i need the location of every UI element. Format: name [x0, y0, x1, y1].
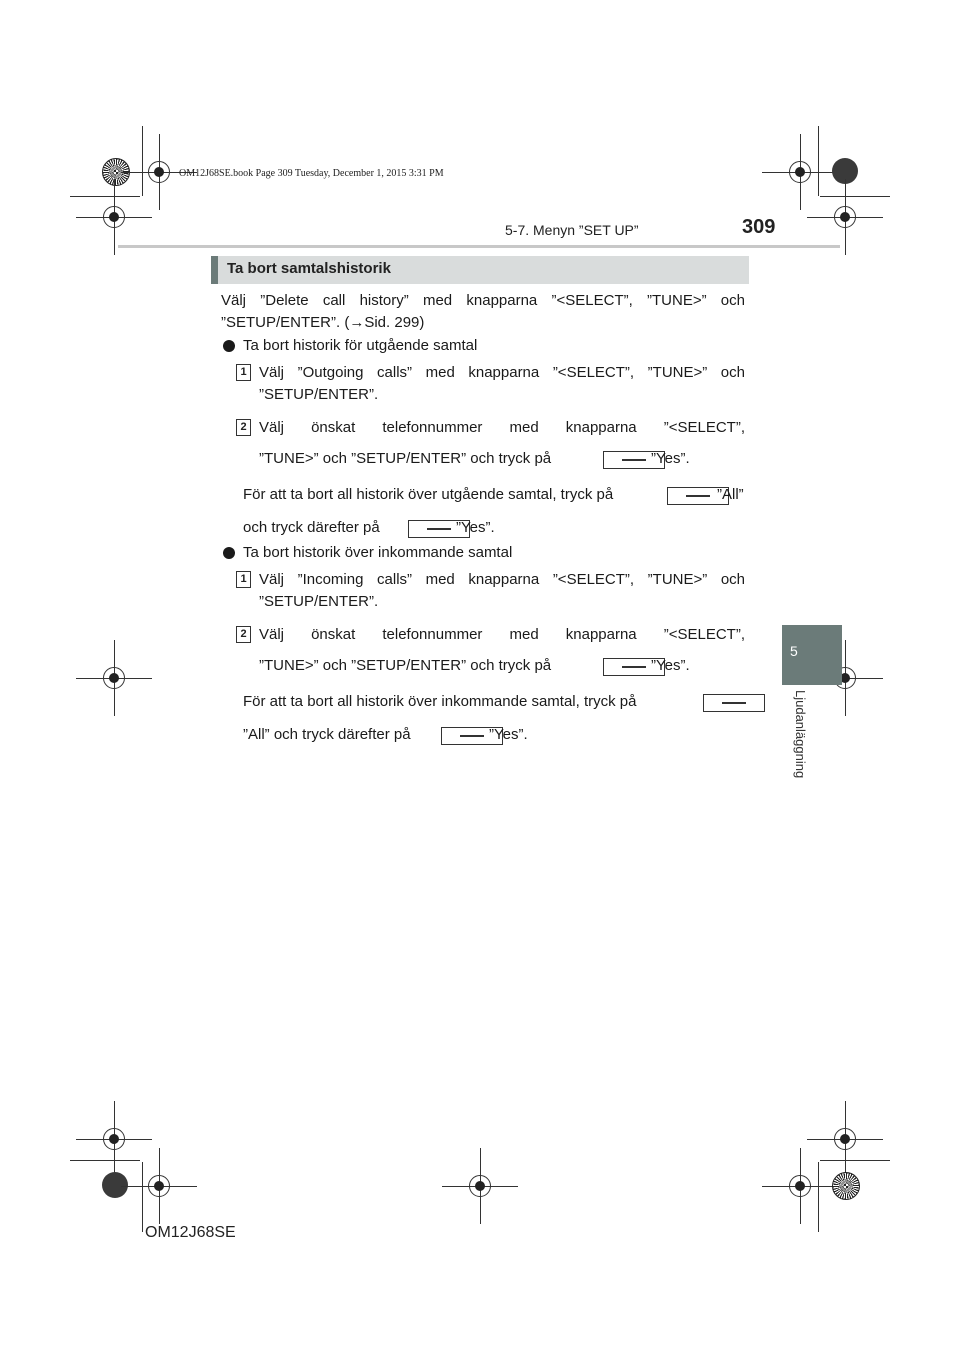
step-text-line-2: ”SETUP/ENTER”.	[259, 593, 379, 610]
step-text-line-2: ”SETUP/ENTER”.	[259, 386, 379, 403]
button-icon[interactable]	[703, 694, 765, 712]
step-number: 2	[236, 419, 251, 436]
yes-label: ”Yes”.	[456, 519, 495, 536]
intro-line-1: Välj ”Delete call history” med knapparna ”<SELECT”, ”TUNE>” och	[221, 292, 745, 309]
bullet-icon	[223, 340, 235, 352]
bullet-heading: Ta bort historik över inkommande samtal	[243, 544, 513, 561]
step-number: 2	[236, 626, 251, 643]
sunburst-mark	[832, 1172, 860, 1200]
step-number: 1	[236, 571, 251, 588]
step-text-line-1: Välj ”Incoming calls” med knapparna ”<SELECT”, ”TUNE>” och	[259, 571, 745, 588]
step-number: 1	[236, 364, 251, 381]
chapter-number: 5	[790, 643, 798, 659]
yes-label: ”Yes”.	[651, 657, 690, 674]
page-number: 309	[742, 216, 776, 238]
running-head: 5-7. Menyn ”SET UP”	[505, 222, 639, 238]
bullet-icon	[223, 547, 235, 559]
bullet-heading: Ta bort historik för utgående samtal	[243, 337, 478, 354]
section-title-bar	[211, 256, 749, 284]
intro-line-2: ”SETUP/ENTER”. (→Sid. 299)	[221, 314, 425, 331]
chapter-label-container	[792, 690, 812, 800]
yes-label: ”Yes”.	[489, 726, 528, 743]
step-text-line-1: Välj önskat telefonnummer med knapparna ”<SELECT”,	[259, 626, 745, 643]
chapter-label: Ljudanläggning	[793, 690, 808, 779]
step-text-line-2: ”TUNE>” och ”SETUP/ENTER” och tryck på	[259, 450, 552, 467]
header-rule	[118, 245, 840, 248]
gray-circle-mark	[102, 1172, 128, 1198]
note-line-2: ”All” och tryck därefter på	[243, 726, 411, 743]
print-info: OM12J68SE.book Page 309 Tuesday, December 1, 2015 3:31 PM	[179, 168, 444, 179]
step-text-line-2: ”TUNE>” och ”SETUP/ENTER” och tryck på	[259, 657, 552, 674]
note-line-1: För att ta bort all historik över utgående samtal, tryck på	[243, 486, 614, 503]
step-text-line-1: Välj önskat telefonnummer med knapparna ”<SELECT”,	[259, 419, 745, 436]
all-label: ”All”	[717, 486, 744, 503]
step-text-line-1: Välj ”Outgoing calls” med knapparna ”<SELECT”, ”TUNE>” och	[259, 364, 745, 381]
chapter-tab[interactable]	[782, 625, 842, 685]
footer-code: OM12J68SE	[145, 1224, 236, 1241]
note-line-2: och tryck därefter på	[243, 519, 380, 536]
section-accent	[211, 256, 218, 284]
yes-label: ”Yes”.	[651, 450, 690, 467]
note-line-1: För att ta bort all historik över inkommande samtal, tryck på	[243, 693, 637, 710]
section-title: Ta bort samtalshistorik	[227, 260, 391, 277]
